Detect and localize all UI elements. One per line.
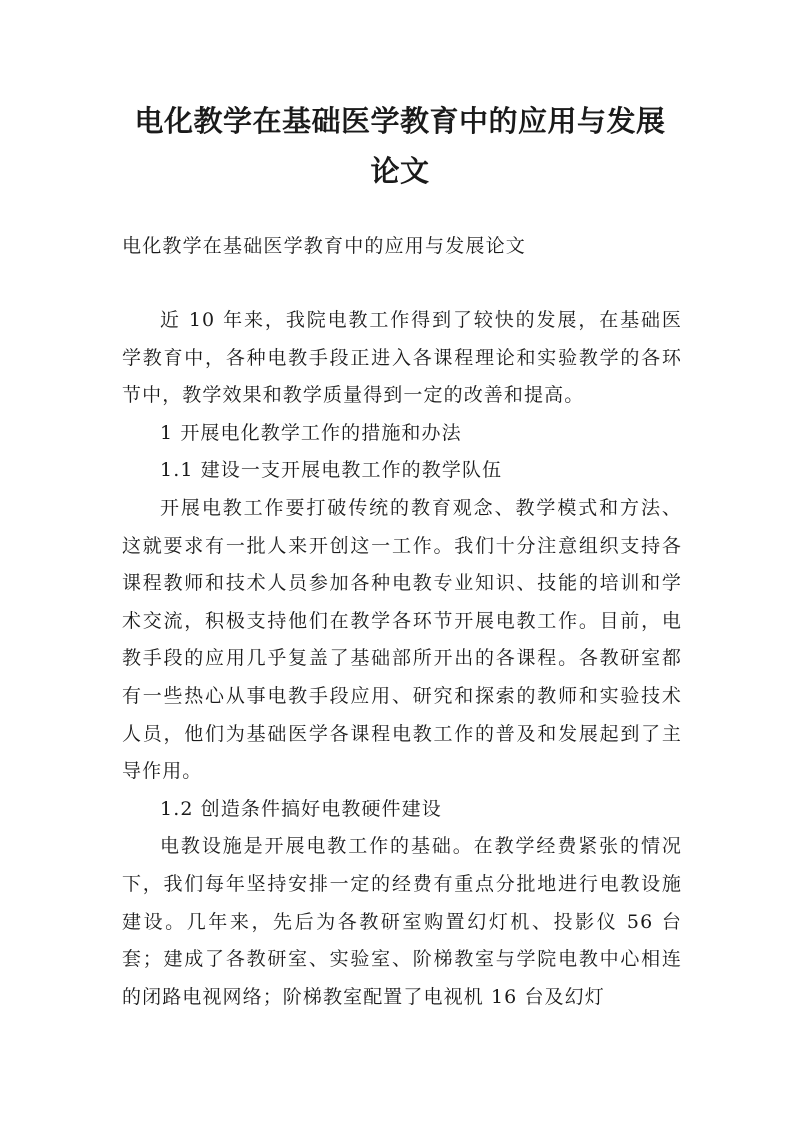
document-subtitle: 电化教学在基础医学教育中的应用与发展论文 (122, 235, 527, 257)
paragraph-1-1: 开展电教工作要打破传统的教育观念、教学模式和方法、这就要求有一批人来开创这一工作。我们十分注意组织支持各课程教师和技术人员参加各种电教专业知识、技能的培训和学术交流，积极支持他们在教学各环节开展电教工作。目前，电教手段的应用几乎复盖了基础部所开出的各课程。各教研室都有一些热心从事电教手段应用、研究和探索的教师和实验技术人员，他们为基础医学各课程电教工作的普及和发展起到了主导作用。 (122, 496, 682, 783)
document-title (100, 96, 700, 196)
section-heading-1: 1 开展电化教学工作的措施和办法 (160, 421, 462, 444)
section-heading-1-2: 1.2 创造条件搞好电教硬件建设 (160, 797, 442, 820)
paragraph-intro: 近 10 年来，我院电教工作得到了较快的发展，在基础医学教育中，各种电教手段正进入各课程理论和实验教学的各环节中，教学效果和教学质量得到一定的改善和提高。 (122, 309, 682, 407)
section-heading-1-1: 1.1 建设一支开展电教工作的教学队伍 (160, 459, 503, 482)
title-line-1: 电化教学在基础医学教育中的应用与发展 (134, 104, 666, 138)
title-line-2: 论文 (370, 154, 430, 188)
document-body (122, 302, 682, 1016)
paragraph-1-2: 电教设施是开展电教工作的基础。在教学经费紧张的情况下，我们每年坚持安排一定的经费有重点分批地进行电教设施建设。几年来，先后为各教研室购置幻灯机、投影仪 56 台套；建成了各教研室、实验室、阶梯教室与学院电教中心相连的闭路电视网络；阶梯教室配置了电视机 16 台及幻灯 (122, 835, 682, 1008)
